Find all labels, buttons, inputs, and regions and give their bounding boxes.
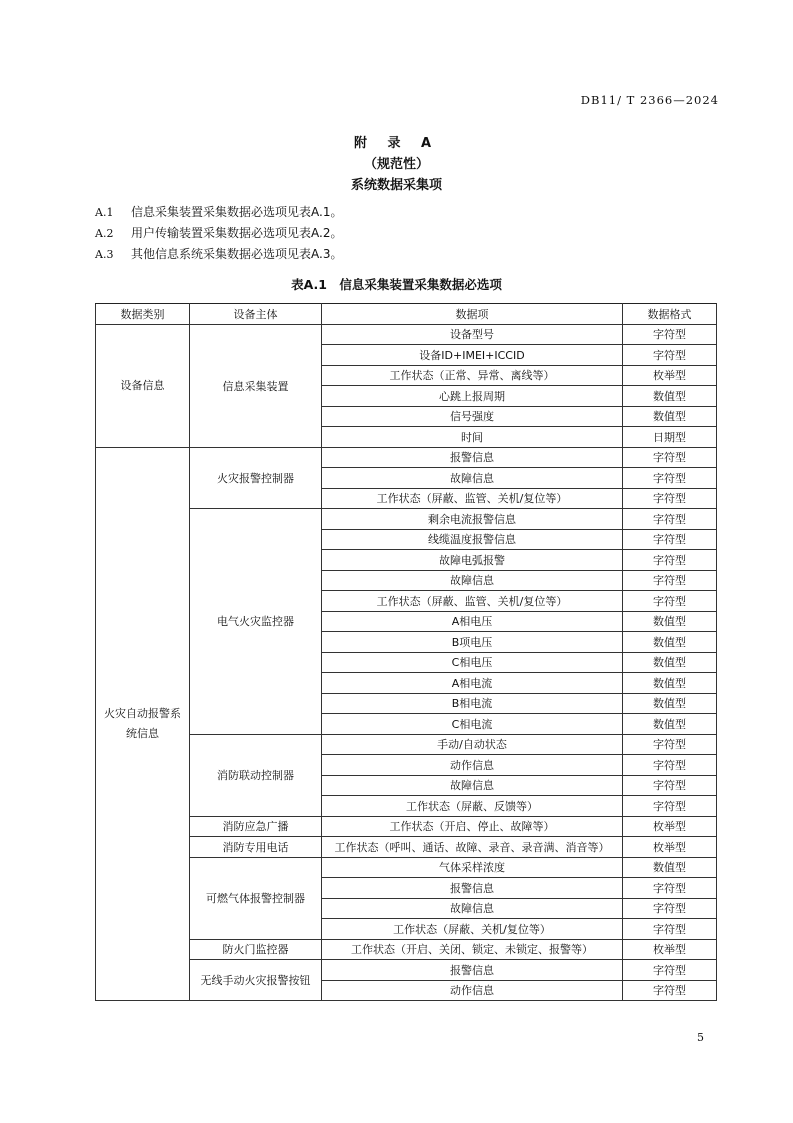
data-item-cell: 设备ID+IMEI+ICCID — [322, 345, 623, 366]
category-cell: 火灾自动报警系统信息 — [96, 447, 190, 1001]
data-item-cell: 工作状态（屏蔽、关机/复位等） — [322, 919, 623, 940]
data-format-cell: 数值型 — [623, 611, 717, 632]
data-format-cell: 字符型 — [623, 488, 717, 509]
column-header: 数据项 — [322, 304, 623, 325]
table-caption: 表A.1 信息采集装置采集数据必选项 — [291, 277, 502, 292]
subject-cell: 消防专用电话 — [190, 837, 322, 858]
data-format-cell: 字符型 — [623, 734, 717, 755]
appendix-title: 附 录 A — [353, 136, 440, 151]
data-item-cell: A相电压 — [322, 611, 623, 632]
data-item-cell: 工作状态（屏蔽、监管、关机/复位等） — [322, 591, 623, 612]
data-item-cell: 报警信息 — [322, 960, 623, 981]
data-item-cell: C相电压 — [322, 652, 623, 673]
table-row — [96, 816, 717, 837]
subject-cell: 消防联动控制器 — [190, 734, 322, 816]
data-format-cell: 字符型 — [623, 796, 717, 817]
clause-number: A.3 — [95, 248, 114, 261]
data-item-cell: A相电流 — [322, 673, 623, 694]
clause-text: 信息采集装置采集数据必选项见表A.1。 — [131, 205, 343, 219]
subject-cell: 火灾报警控制器 — [190, 447, 322, 509]
subject-cell: 信息采集装置 — [190, 324, 322, 447]
data-format-cell: 字符型 — [623, 468, 717, 489]
data-format-cell: 字符型 — [623, 960, 717, 981]
data-item-cell: B相电流 — [322, 693, 623, 714]
data-format-cell: 字符型 — [623, 980, 717, 1001]
data-format-cell: 字符型 — [623, 509, 717, 530]
data-format-cell: 数值型 — [623, 673, 717, 694]
clause — [95, 223, 342, 244]
data-format-cell: 日期型 — [623, 427, 717, 448]
data-item-cell: 信号强度 — [322, 406, 623, 427]
data-format-cell: 字符型 — [623, 447, 717, 468]
data-format-cell: 数值型 — [623, 714, 717, 735]
data-format-cell: 字符型 — [623, 755, 717, 776]
data-item-cell: 工作状态（开启、关闭、锁定、未锁定、报警等） — [322, 939, 623, 960]
page-number: 5 — [697, 1031, 704, 1044]
data-item-cell: 设备型号 — [322, 324, 623, 345]
data-format-cell: 字符型 — [623, 775, 717, 796]
subject-cell: 无线手动火灾报警按钮 — [190, 960, 322, 1001]
clause-number: A.1 — [95, 206, 114, 219]
data-format-cell: 字符型 — [623, 919, 717, 940]
data-item-cell: 报警信息 — [322, 878, 623, 899]
clause — [95, 244, 342, 265]
data-format-cell: 数值型 — [623, 857, 717, 878]
category-cell: 设备信息 — [96, 324, 190, 447]
table-row — [96, 857, 717, 878]
clause-text: 其他信息系统采集数据必选项见表A.3。 — [131, 247, 343, 261]
subject-cell: 电气火灾监控器 — [190, 509, 322, 735]
data-format-cell: 字符型 — [623, 570, 717, 591]
table-header-row — [96, 304, 717, 325]
table-row — [96, 837, 717, 858]
document-code: DB11/ T 2366—2024 — [580, 93, 719, 107]
data-format-cell: 字符型 — [623, 324, 717, 345]
table-row — [96, 324, 717, 345]
data-format-cell: 字符型 — [623, 550, 717, 571]
data-item-cell: 工作状态（屏蔽、监管、关机/复位等） — [322, 488, 623, 509]
column-header: 数据格式 — [623, 304, 717, 325]
data-item-cell: 时间 — [322, 427, 623, 448]
clause-list — [95, 202, 342, 265]
data-format-cell: 字符型 — [623, 529, 717, 550]
data-item-cell: 故障电弧报警 — [322, 550, 623, 571]
table-row — [96, 734, 717, 755]
data-collection-table — [95, 303, 717, 1001]
data-format-cell: 数值型 — [623, 406, 717, 427]
data-format-cell: 字符型 — [623, 898, 717, 919]
data-item-cell: 气体采样浓度 — [322, 857, 623, 878]
appendix-name: 系统数据采集项 — [350, 178, 442, 193]
data-format-cell: 枚举型 — [623, 365, 717, 386]
data-format-cell: 枚举型 — [623, 837, 717, 858]
data-item-cell: 剩余电流报警信息 — [322, 509, 623, 530]
subject-cell: 消防应急广播 — [190, 816, 322, 837]
data-item-cell: 报警信息 — [322, 447, 623, 468]
data-item-cell: 工作状态（呼叫、通话、故障、录音、录音满、消音等） — [322, 837, 623, 858]
clause — [95, 202, 342, 223]
data-item-cell: 故障信息 — [322, 898, 623, 919]
table-row — [96, 447, 717, 468]
table-body — [96, 324, 717, 1001]
data-item-cell: 心跳上报周期 — [322, 386, 623, 407]
column-header: 数据类别 — [96, 304, 190, 325]
data-format-cell: 枚举型 — [623, 816, 717, 837]
data-format-cell: 数值型 — [623, 693, 717, 714]
data-format-cell: 数值型 — [623, 652, 717, 673]
data-item-cell: 线缆温度报警信息 — [322, 529, 623, 550]
data-format-cell: 枚举型 — [623, 939, 717, 960]
appendix-subtitle: （规范性） — [363, 157, 429, 172]
data-format-cell: 字符型 — [623, 591, 717, 612]
clause-text: 用户传输装置采集数据必选项见表A.2。 — [131, 226, 343, 240]
data-format-cell: 字符型 — [623, 878, 717, 899]
clause-number: A.2 — [95, 227, 114, 240]
data-item-cell: 工作状态（开启、停止、故障等） — [322, 816, 623, 837]
table-row — [96, 939, 717, 960]
data-item-cell: 工作状态（屏蔽、反馈等） — [322, 796, 623, 817]
data-item-cell: 故障信息 — [322, 570, 623, 591]
data-item-cell: 故障信息 — [322, 775, 623, 796]
data-item-cell: C相电流 — [322, 714, 623, 735]
data-format-cell: 数值型 — [623, 632, 717, 653]
table-row — [96, 509, 717, 530]
data-item-cell: 动作信息 — [322, 755, 623, 776]
data-item-cell: B项电压 — [322, 632, 623, 653]
data-item-cell: 动作信息 — [322, 980, 623, 1001]
data-item-cell: 故障信息 — [322, 468, 623, 489]
subject-cell: 可燃气体报警控制器 — [190, 857, 322, 939]
data-item-cell: 工作状态（正常、异常、离线等） — [322, 365, 623, 386]
subject-cell: 防火门监控器 — [190, 939, 322, 960]
data-format-cell: 字符型 — [623, 345, 717, 366]
column-header: 设备主体 — [190, 304, 322, 325]
data-format-cell: 数值型 — [623, 386, 717, 407]
table-row — [96, 960, 717, 981]
data-item-cell: 手动/自动状态 — [322, 734, 623, 755]
